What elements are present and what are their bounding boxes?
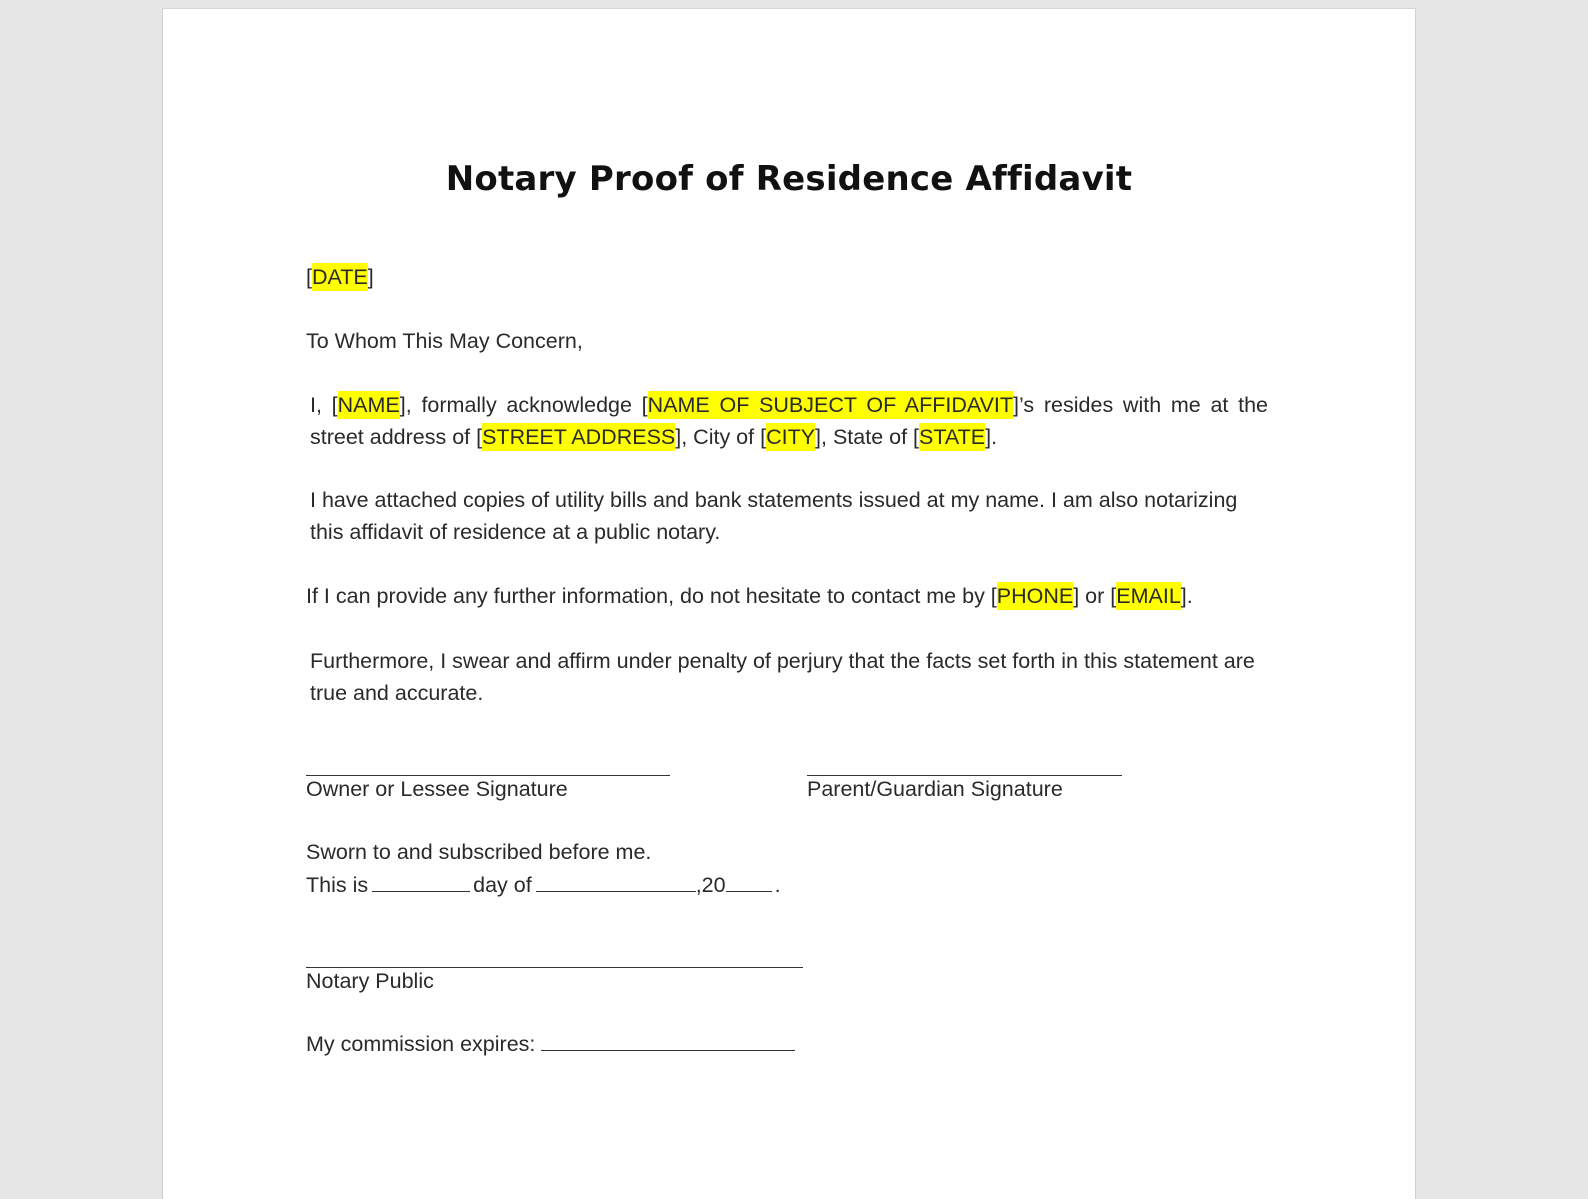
contact-paragraph: If I can provide any further information, do not hesitate to contact me by [PHONE] or [EMAIL].: [306, 584, 1193, 608]
notary-public-label: Notary Public: [306, 969, 434, 993]
month-blank[interactable]: [536, 891, 696, 892]
email-placeholder[interactable]: EMAIL: [1116, 584, 1181, 608]
date-placeholder-line: [DATE]: [306, 265, 374, 289]
document-page: [162, 8, 1416, 1199]
sworn-statement: Sworn to and subscribed before me.: [306, 840, 652, 864]
day-blank[interactable]: [372, 891, 470, 892]
name-placeholder[interactable]: NAME: [337, 393, 400, 417]
year-blank[interactable]: [726, 891, 772, 892]
state-placeholder[interactable]: STATE: [919, 425, 986, 449]
acknowledgement-paragraph: I, [NAME], formally acknowledge [NAME OF SUBJECT OF AFFIDAVIT]’s resides with me at the street address of [STREET ADDRESS], City of [CITY], State of [STATE].: [310, 393, 1268, 449]
salutation: To Whom This May Concern,: [306, 329, 583, 353]
city-placeholder[interactable]: CITY: [766, 425, 816, 449]
street-address-placeholder[interactable]: STREET ADDRESS: [482, 425, 676, 449]
subject-placeholder[interactable]: NAME OF SUBJECT OF AFFIDAVIT: [647, 393, 1014, 417]
attachments-paragraph: I have attached copies of utility bills and bank statements issued at my name. I am also notarizing this affidavit of residence at a public notary.: [310, 488, 1238, 544]
date-placeholder[interactable]: DATE: [311, 265, 368, 289]
commission-expiry-blank[interactable]: [541, 1050, 795, 1051]
owner-signature-label: Owner or Lessee Signature: [306, 777, 568, 801]
guardian-signature-label: Parent/Guardian Signature: [807, 777, 1063, 801]
document-title: Notary Proof of Residence Affidavit: [445, 159, 1133, 199]
phone-placeholder[interactable]: PHONE: [996, 584, 1074, 608]
commission-line: [306, 1028, 798, 1060]
perjury-paragraph: Furthermore, I swear and affirm under penalty of perjury that the facts set forth in this statement are true and accurate.: [310, 649, 1255, 705]
commission-label: My commission expires:: [306, 1032, 536, 1056]
date-fill-line: This is day of ,20 .: [306, 873, 781, 897]
